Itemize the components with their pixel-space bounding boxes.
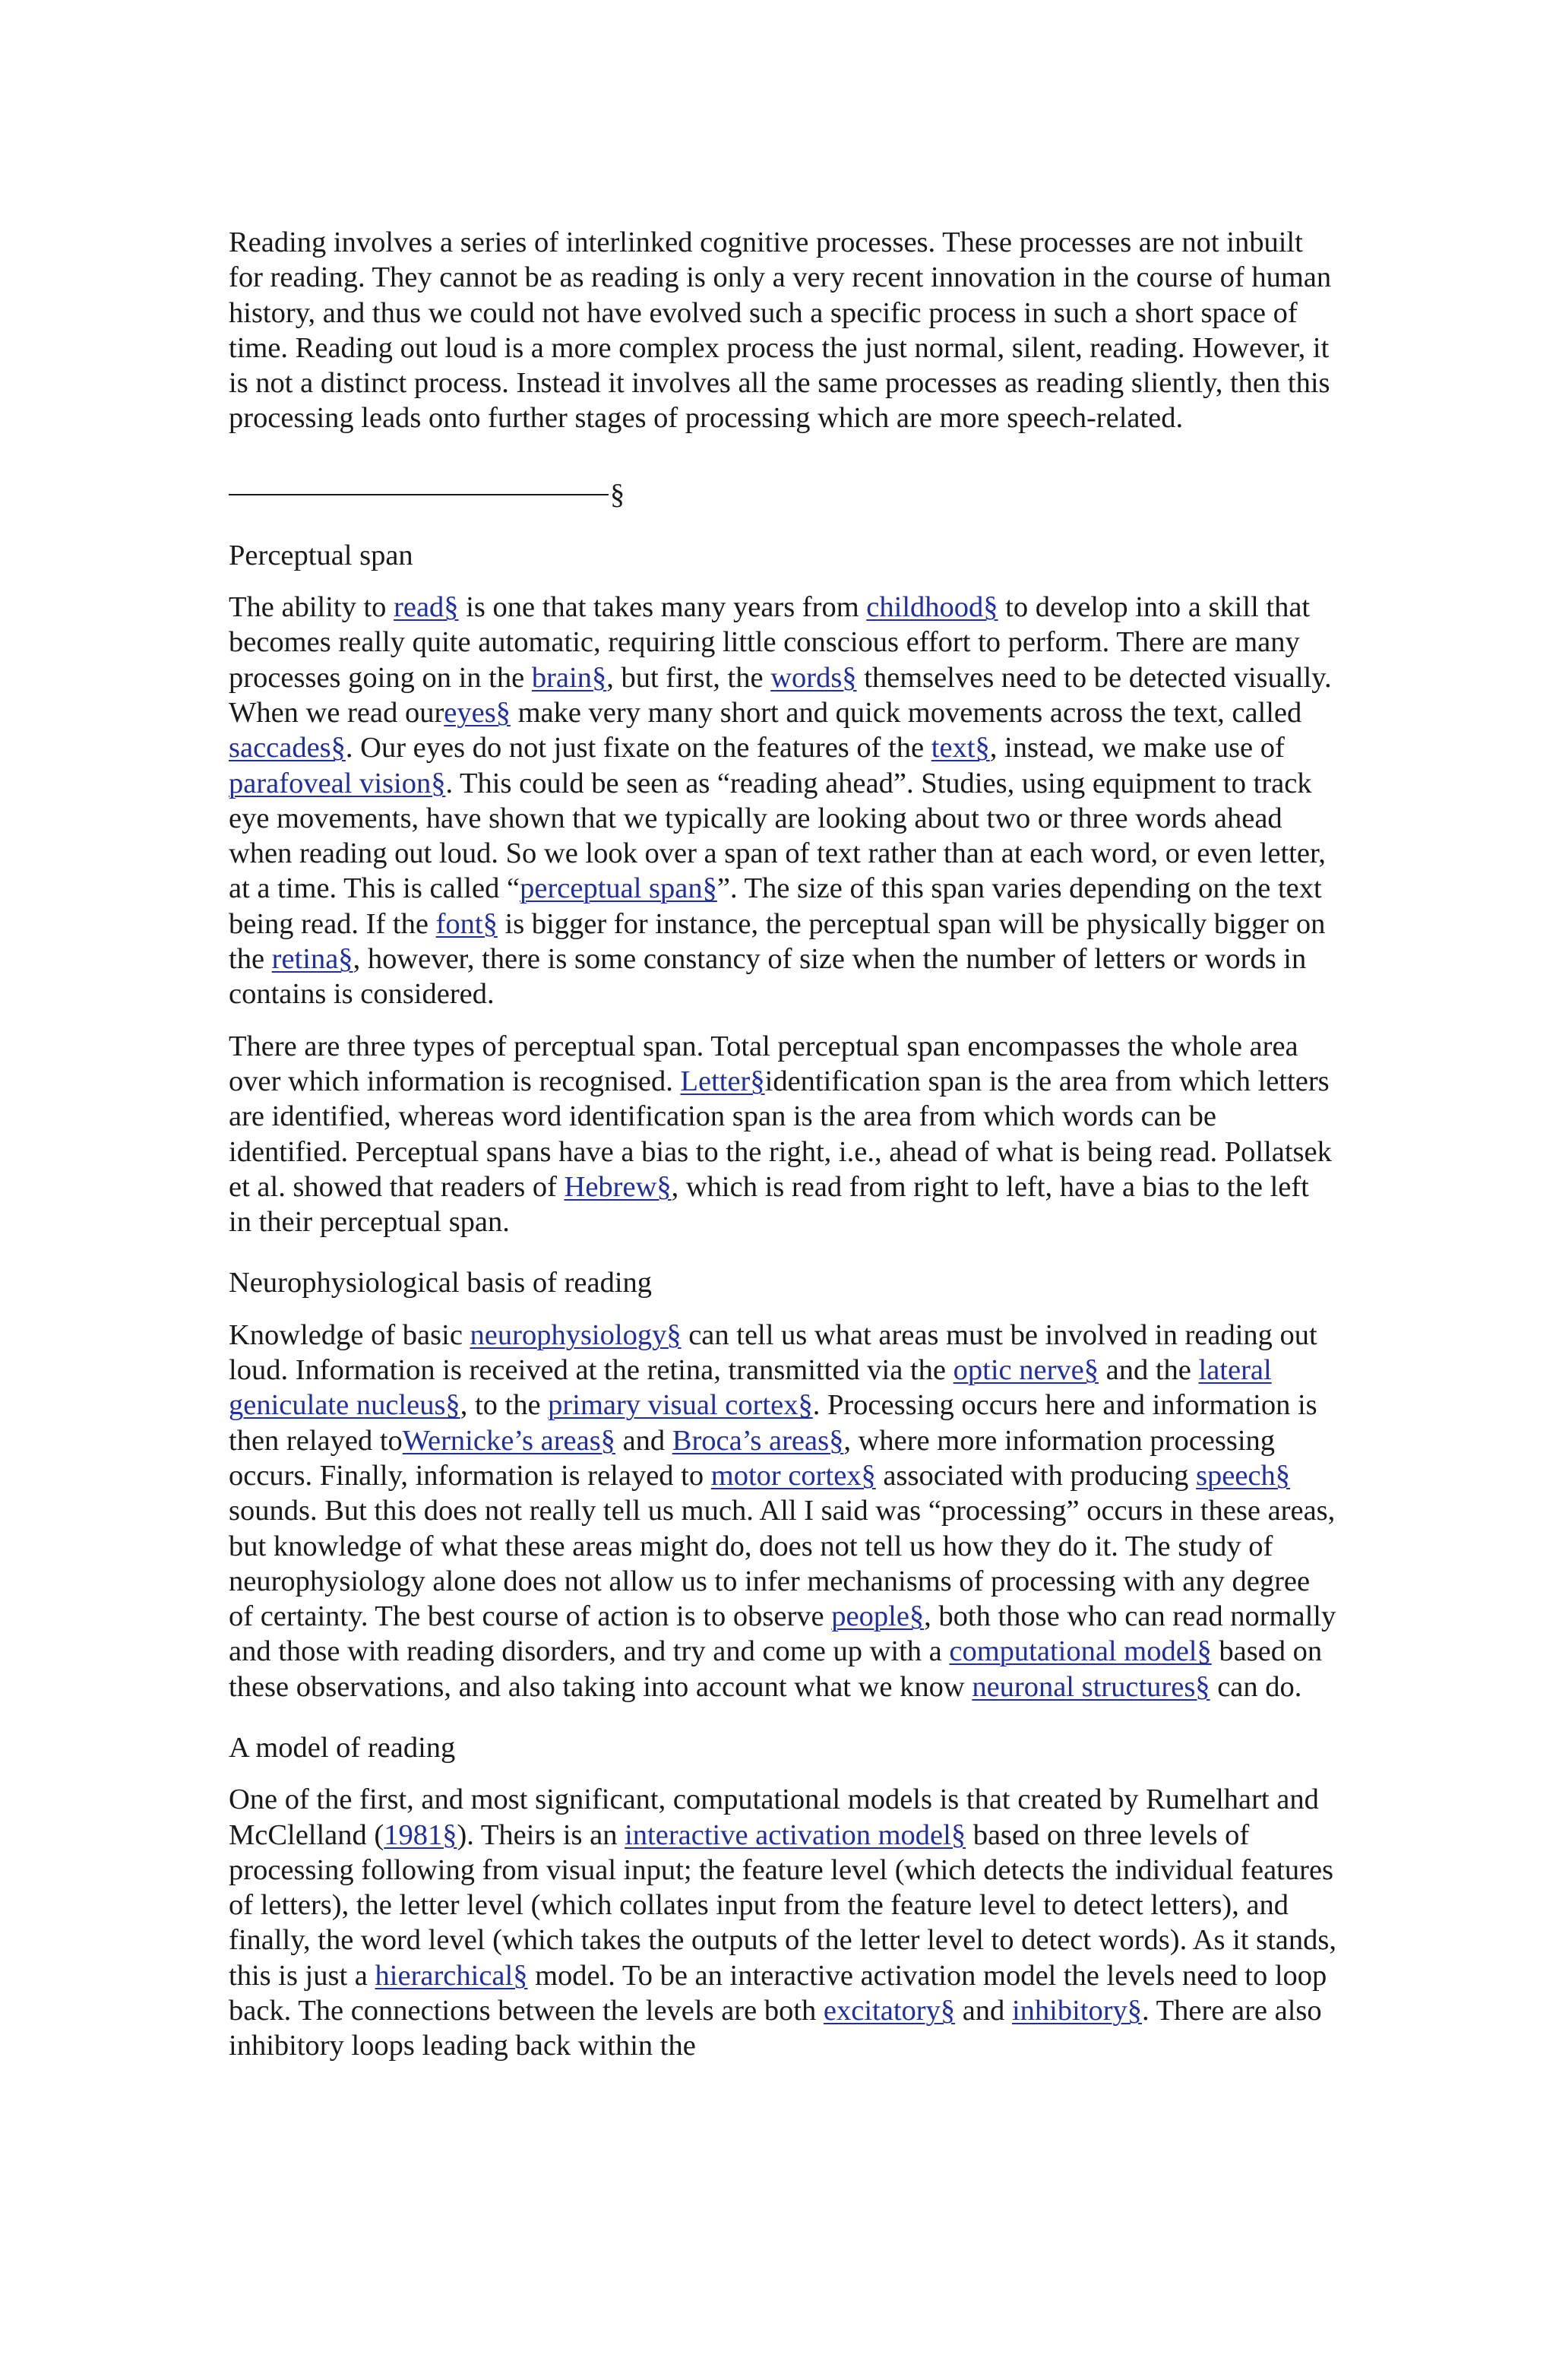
model-of-reading-paragraph	[229, 1782, 1338, 2063]
link-saccades[interactable]: saccades§	[229, 732, 346, 764]
section-heading-model-of-reading: A model of reading	[229, 1731, 456, 1764]
text-run: associated with producing	[875, 1459, 1197, 1492]
link-font[interactable]: font§	[435, 907, 498, 940]
link-hebrew[interactable]: Hebrew§	[564, 1170, 672, 1203]
text-run: , which is read from right to left, have a bias to the left in their perceptual span.	[229, 1170, 1309, 1239]
text-run: . Processing occurs here and information is then relayed to	[229, 1389, 1317, 1457]
link-brocas-areas[interactable]: Broca’s areas§	[672, 1424, 844, 1457]
link-letter[interactable]: Letter§	[680, 1065, 765, 1097]
link-neurophysiology[interactable]: neurophysiology§	[470, 1318, 682, 1351]
link-perceptual-span[interactable]: perceptual span§	[520, 872, 717, 905]
link-text[interactable]: text§	[931, 732, 990, 764]
document-body	[229, 225, 1338, 2064]
perceptual-span-paragraph-1	[229, 590, 1338, 1012]
section-heading-neurophysiological-basis: Neurophysiological basis of reading	[229, 1267, 653, 1299]
link-people[interactable]: people§	[831, 1600, 925, 1633]
text-run: . Our eyes do not just fixate on the features of the	[345, 732, 931, 764]
link-wernickes-areas[interactable]: Wernicke’s areas§	[402, 1424, 615, 1457]
text-run: and	[615, 1424, 672, 1457]
link-brain[interactable]: brain§	[531, 661, 607, 694]
text-run: based on these observations, and also taking into account what we know	[229, 1635, 1323, 1703]
text-run: sounds. But this does not really tell us much. All I said was “processing” occurs in these areas, but knowledge of what these areas might do, does not tell us how they do it. The study of neurophysiology alone does not allow us to infer mechanisms of processing with any degree of certainty. The best course of action is to observe	[229, 1495, 1336, 1633]
neurophysiology-paragraph	[229, 1318, 1338, 1704]
section-heading-perceptual-span: Perceptual span	[229, 539, 413, 571]
separator-rule	[229, 494, 609, 495]
link-computational-model[interactable]: computational model§	[949, 1635, 1212, 1668]
link-excitatory[interactable]: excitatory§	[823, 1995, 956, 2027]
text-run: is bigger for instance, the perceptual span will be physically bigger on the	[229, 907, 1326, 976]
text-run: identification span is the area from which letters are identified, whereas word identification span is the area from which words can be identified. Perceptual spans have a bias to the right, i.e., ahead of what is being read. Pollatsek et al. showed that readers of	[229, 1065, 1332, 1203]
text-run: , instead, we make use of	[989, 732, 1285, 764]
link-neuronal-structures[interactable]: neuronal structures§	[972, 1670, 1210, 1703]
link-speech[interactable]: speech§	[1196, 1459, 1291, 1492]
text-run: based on three levels of processing following from visual input; the feature level (which detects the individual features of letters), the letter level (which collates input from the feature level to detect letters), and finally, the word level (which takes the outputs of the letter level to detect words). As it stands, this is just a	[229, 1818, 1336, 1992]
text-run: , where more information processing occurs. Finally, information is relayed to	[229, 1424, 1276, 1492]
text-run: to develop into a skill that becomes really quite automatic, requiring little conscious effort to perform. There are many processes going on in the	[229, 591, 1311, 694]
text-run: themselves need to be detected visually. When we read our	[229, 661, 1332, 729]
text-run: , but first, the	[606, 661, 771, 694]
link-eyes[interactable]: eyes§	[444, 696, 511, 729]
link-motor-cortex[interactable]: motor cortex§	[710, 1459, 876, 1492]
text-run: and	[955, 1995, 1012, 2027]
link-hierarchical[interactable]: hierarchical§	[375, 1959, 528, 1992]
link-parafoveal-vision[interactable]: parafoveal vision§	[229, 767, 446, 799]
link-retina[interactable]: retina§	[271, 943, 353, 976]
text-run: There are three types of perceptual span. Total perceptual span encompasses the whole area over which information is recognised.	[229, 1030, 1298, 1097]
intro-paragraph: Reading involves a series of interlinked cognitive processes. These processes are not inbuilt for reading. They cannot be as reading is only a very recent innovation in the course of human history, and thus we could not have evolved such a specific process in such a short space of time. Reading out loud is a more complex process the just normal, silent, reading. However, it is not a distinct process. Instead it involves all the same processes as reading sliently, then this processing leads onto further stages of processing which are more speech-related.	[229, 226, 1332, 435]
text-run: , to the	[460, 1389, 549, 1422]
link-read[interactable]: read§	[394, 591, 459, 624]
link-optic-nerve[interactable]: optic nerve§	[953, 1354, 1099, 1387]
link-inhibitory[interactable]: inhibitory§	[1011, 1995, 1143, 2027]
text-run: model. To be an interactive activation model the levels need to loop back. The connections between the levels are both	[229, 1959, 1327, 2027]
text-run: Knowledge of basic	[229, 1318, 470, 1351]
text-run: . This could be seen as “reading ahead”. Studies, using equipment to track eye movements, have shown that we typically are looking about two or three words ahead when reading out loud. So we look over a span of text rather than at each word, or even letter, at a time. This is called “	[229, 767, 1326, 905]
text-run: can tell us what areas must be involved in reading out loud. Information is received at the retina, transmitted via the	[229, 1318, 1317, 1387]
link-words[interactable]: words§	[770, 661, 857, 694]
link-lateral-geniculate-nucleus[interactable]: lateral geniculate nucleus§	[229, 1354, 1272, 1422]
text-run: , however, there is some constancy of size when the number of letters or words in contains is considered.	[229, 943, 1307, 1011]
text-run: The ability to	[229, 591, 394, 624]
separator-mark: §	[610, 478, 625, 511]
separator	[229, 477, 1338, 512]
perceptual-span-paragraph-2	[229, 1029, 1338, 1240]
text-run: . There are also inhibitory loops leading back within the	[229, 1995, 1322, 2062]
text-run: , both those who can read normally and those with reading disorders, and try and come up with a	[229, 1600, 1336, 1668]
link-childhood[interactable]: childhood§	[866, 591, 998, 624]
text-run: is one that takes many years from	[458, 591, 867, 624]
link-interactive-activation-model[interactable]: interactive activation model§	[625, 1818, 966, 1851]
text-run: make very many short and quick movements across the text, called	[510, 696, 1302, 729]
text-run: can do.	[1210, 1670, 1302, 1703]
text-run: ”. The size of this span varies depending on the text being read. If the	[229, 872, 1322, 940]
text-run: ). Theirs is an	[457, 1818, 625, 1851]
text-run: One of the first, and most significant, computational models is that created by Rumelhart and McClelland (	[229, 1783, 1319, 1851]
link-1981[interactable]: 1981§	[384, 1818, 457, 1851]
text-run: and the	[1099, 1354, 1199, 1387]
link-primary-visual-cortex[interactable]: primary visual cortex§	[548, 1389, 813, 1422]
